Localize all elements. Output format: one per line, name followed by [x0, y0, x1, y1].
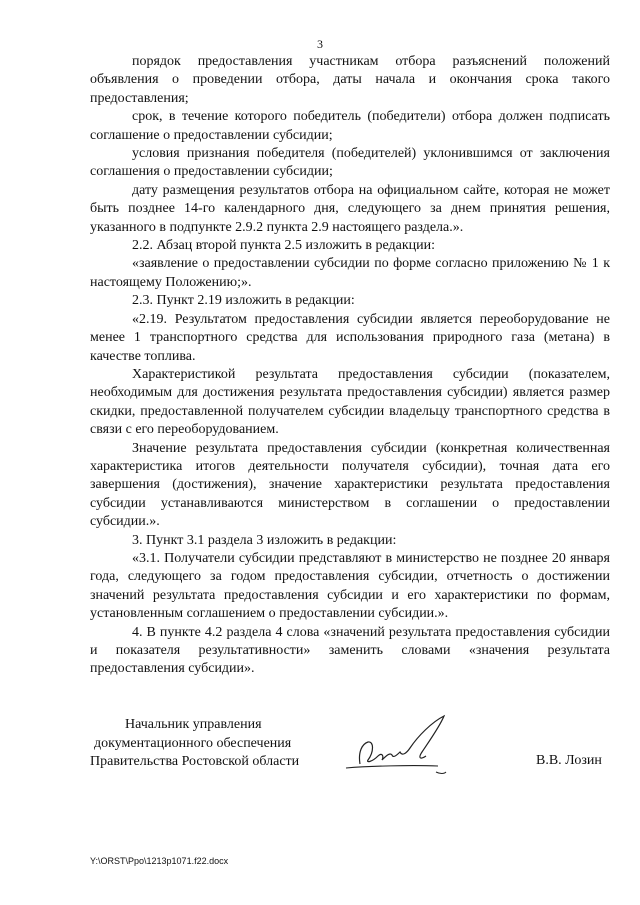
paragraph: «заявление о предоставлении субсидии по форме согласно приложению № 1 к настоящему Положению;».	[90, 256, 610, 290]
document-body	[90, 53, 610, 679]
paragraph: порядок предоставления участникам отбора разъяснений положений объявления о проведении отбора, даты начала и окончания срока такого предоставления;	[90, 54, 610, 106]
paragraph: 3. Пункт 3.1 раздела 3 изложить в редакции:	[132, 532, 397, 548]
signatory-title-line: Правительства Ростовской области	[90, 754, 300, 769]
paragraph: срок, в течение которого победитель (победители) отбора должен подписать соглашение о предоставлении субсидии;	[90, 109, 610, 143]
paragraph: «2.19. Результатом предоставления субсидии является переоборудование не менее 1 транспортного средства для использования природного газа (метана) в качестве топлива.	[90, 311, 610, 364]
paragraph: 2.3. Пункт 2.19 изложить в редакции:	[132, 293, 355, 309]
signatory-title-line: документационного обеспечения	[94, 735, 292, 751]
paragraph: 4. В пункте 4.2 раздела 4 слова «значений результата предоставления субсидии и показателя результативности» заменить словами «значения результата предоставления субсидии».	[90, 624, 610, 677]
paragraph: Характеристикой результата предоставления субсидии (показателем, необходимым для достижения результата предоставления субсидии) является размер скидки, предоставленной получателем субсидии владельцу транспортного средства в связи с его переоборудованием.	[90, 366, 610, 438]
paragraph: «3.1. Получатели субсидии представляют в министерство не позднее 20 января года, следующего за годом предоставления субсидии, отчетность о достижении значений результата предоставления субсидии и его характеристики по формам, установленным соглашением о предоставлении субсидии.».	[90, 550, 610, 622]
file-path-footer: Y:\ORST\Ppo\1213p1071.f22.docx	[90, 856, 229, 866]
signatory-title-line: Начальник управления	[125, 717, 262, 732]
handwritten-signature	[340, 712, 490, 782]
signatory-title	[90, 716, 330, 772]
page-number: 3	[317, 37, 323, 51]
paragraph: Значение результата предоставления субсидии (конкретная количественная характеристика итогов деятельности получателя субсидии), точная дата его завершения (достижения), значение характеристики результата предоставления субсидии устанавливаются министерством в соглашении о предоставлении субсидии.».	[90, 440, 610, 530]
signatory-name: В.В. Лозин	[536, 753, 602, 768]
paragraph: 2.2. Абзац второй пункта 2.5 изложить в редакции:	[132, 238, 436, 254]
paragraph: условия признания победителя (победителей) уклонившимся от заключения соглашения о предоставлении субсидии;	[90, 146, 610, 180]
paragraph: дату размещения результатов отбора на официальном сайте, которая не может быть позднее 14-го календарного дня, следующего за днем принятия решения, указанного в подпункте 2.9.2 пункта 2.9 настоящего раздела.».	[90, 182, 610, 235]
